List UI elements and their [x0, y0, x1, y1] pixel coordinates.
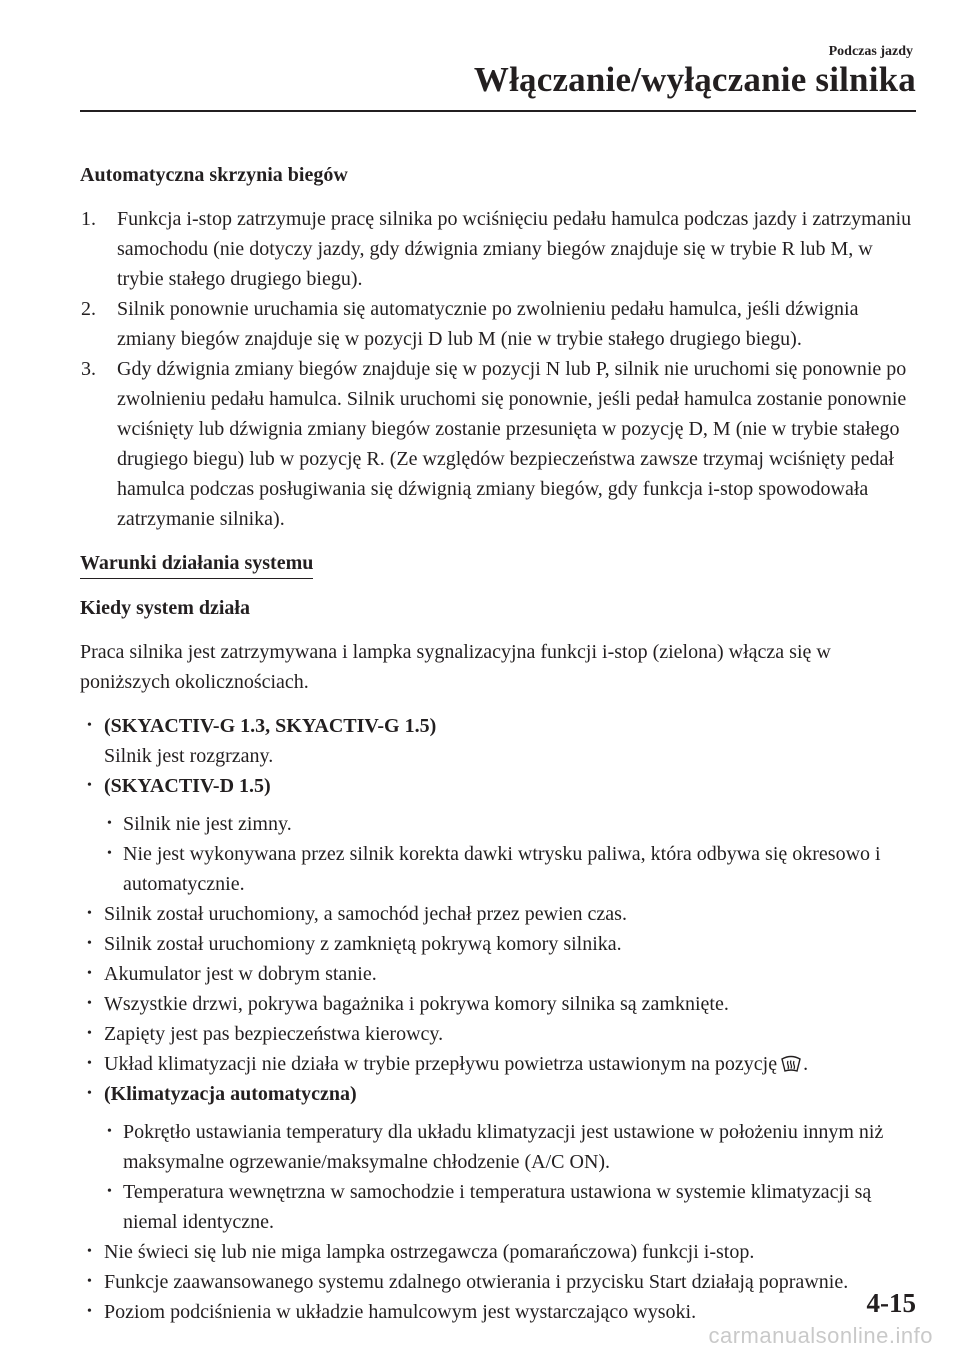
- list-item: [80, 1237, 920, 1267]
- list-item-title: (Klimatyzacja automatyczna): [104, 1083, 357, 1105]
- subheading: Kiedy system działa: [80, 597, 250, 619]
- numbered-step-2: [80, 294, 920, 354]
- page-number: 4-15: [866, 1288, 916, 1318]
- list-item-text: Nie świeci się lub nie miga lampka ostrzegawcza (pomarańczowa) funkcji i-stop.: [104, 1241, 755, 1263]
- list-item: [80, 929, 920, 959]
- list-item-text-end: .: [803, 1053, 809, 1075]
- sub-list-item-text: Pokrętło ustawiania temperatury dla układu klimatyzacji jest ustawione w położeniu innym niż maksymalne ogrzewanie/maksymalne chłodzenie (A/C ON).: [123, 1121, 884, 1173]
- bullet-icon: •: [107, 1184, 112, 1199]
- numbered-step-1: [80, 204, 920, 294]
- header-rule: [80, 110, 916, 112]
- list-item-skyactiv-g: [80, 711, 920, 771]
- bullet-icon: •: [107, 1124, 112, 1139]
- list-item: [80, 989, 920, 1019]
- sub-list-item: [80, 1117, 920, 1177]
- intro-paragraph: Praca silnika jest zatrzymywana i lampka sygnalizacyjna funkcji i-stop (zielona) włącza się w poniższych okolicznościach.: [80, 641, 831, 693]
- section-heading: Warunki działania systemu: [80, 550, 313, 579]
- section-label: Podczas jazdy: [828, 44, 913, 59]
- bullet-icon: •: [87, 1026, 92, 1041]
- list-item-auto-ac: [80, 1079, 920, 1109]
- list-item-text: Silnik został uruchomiony z zamkniętą pokrywą komory silnika.: [104, 933, 622, 955]
- sub-list-item: [80, 839, 920, 899]
- bullet-icon: •: [87, 1244, 92, 1259]
- list-item-text: Poziom podciśnienia w układzie hamulcowym jest wystarczająco wysoki.: [104, 1301, 697, 1323]
- sub-list-item-text: Temperatura wewnętrzna w samochodzie i temperatura ustawiona w systemie klimatyzacji są niemal identyczne.: [123, 1181, 872, 1233]
- step-text: Funkcja i-stop zatrzymuje pracę silnika po wciśnięciu pedału hamulca podczas jazdy i zatrzymaniu samochodu (nie dotyczy jazdy, gdy dźwignia zmiany biegów znajduje się w trybie R lub M, w trybie stałego drugiego biegu).: [117, 208, 912, 290]
- subsection-heading: Automatyczna skrzynia biegów: [80, 164, 348, 186]
- bullet-icon: •: [87, 1086, 92, 1101]
- sub-list-item: [80, 1177, 920, 1237]
- step-text: Silnik ponownie uruchamia się automatycznie po zwolnieniu pedału hamulca, jeśli dźwignia zmiany biegów znajduje się w pozycji D lub M (nie w trybie stałego drugiego biegu).: [117, 298, 859, 350]
- chapter-title: Włączanie/wyłączanie silnika: [473, 60, 916, 99]
- step-text: Gdy dźwignia zmiany biegów znajduje się w pozycji N lub P, silnik nie uruchomi się ponownie po zwolnieniu pedału hamulca. Silnik uruchomi się ponownie, jeśli pedał hamulca zostanie ponownie wciśnięty lub dźwignia zmiany biegów zostanie przesunięta w pozycję D, M (nie w trybie stałego drugiego biegu) lub w pozycję R. (Ze względów bezpieczeństwa zawsze trzymaj wciśnięty pedał hamulca podczas posługiwania się dźwignią zmiany biegów, gdy funkcja i-stop spowodowała zatrzymanie silnika).: [117, 358, 907, 530]
- bullet-icon: •: [107, 816, 112, 831]
- list-item-airflow: [80, 1049, 920, 1079]
- list-item-skyactiv-d: [80, 771, 920, 801]
- page-header: [0, 0, 960, 120]
- sub-list-item-text: Nie jest wykonywana przez silnik korekta dawki wtrysku paliwa, która odbywa się okresowo i automatycznie.: [123, 843, 881, 895]
- list-item-text: Układ klimatyzacji nie działa w trybie przepływu powietrza ustawionym na pozycję: [104, 1053, 778, 1075]
- step-number: 2.: [81, 298, 96, 320]
- sub-list-item-text: Silnik nie jest zimny.: [123, 813, 292, 835]
- bullet-icon: •: [87, 1304, 92, 1319]
- list-item: [80, 899, 920, 929]
- bullet-icon: •: [107, 846, 112, 861]
- list-item: [80, 959, 920, 989]
- watermark: carmanualsonline.info: [708, 1323, 933, 1348]
- bullet-icon: •: [87, 1274, 92, 1289]
- sub-list-item: [80, 809, 920, 839]
- list-item: [80, 1267, 920, 1297]
- page-content: [80, 160, 920, 1327]
- bullet-icon: •: [87, 778, 92, 793]
- bullet-icon: •: [87, 906, 92, 921]
- list-item-text: Silnik jest rozgrzany.: [104, 745, 274, 767]
- list-item-text: Wszystkie drzwi, pokrywa bagażnika i pokrywa komory silnika są zamknięte.: [104, 993, 729, 1015]
- list-item-text: Akumulator jest w dobrym stanie.: [104, 963, 377, 985]
- step-number: 1.: [81, 208, 96, 230]
- list-item-title: (SKYACTIV-G 1.3, SKYACTIV-G 1.5): [104, 715, 437, 737]
- step-number: 3.: [81, 358, 96, 380]
- list-item-title: (SKYACTIV-D 1.5): [104, 775, 271, 797]
- numbered-step-3: [80, 354, 920, 534]
- list-item-text: Funkcje zaawansowanego systemu zdalnego otwierania i przycisku Start działają poprawnie.: [104, 1271, 849, 1293]
- list-item-text: Silnik został uruchomiony, a samochód jechał przez pewien czas.: [104, 903, 627, 925]
- list-item-text: Zapięty jest pas bezpieczeństwa kierowcy.: [104, 1023, 444, 1045]
- bullet-icon: •: [87, 936, 92, 951]
- windshield-defroster-icon: [780, 1054, 802, 1074]
- bullet-icon: •: [87, 996, 92, 1011]
- list-item: [80, 1019, 920, 1049]
- bullet-icon: •: [87, 966, 92, 981]
- bullet-icon: •: [87, 1056, 92, 1071]
- bullet-icon: •: [87, 718, 92, 733]
